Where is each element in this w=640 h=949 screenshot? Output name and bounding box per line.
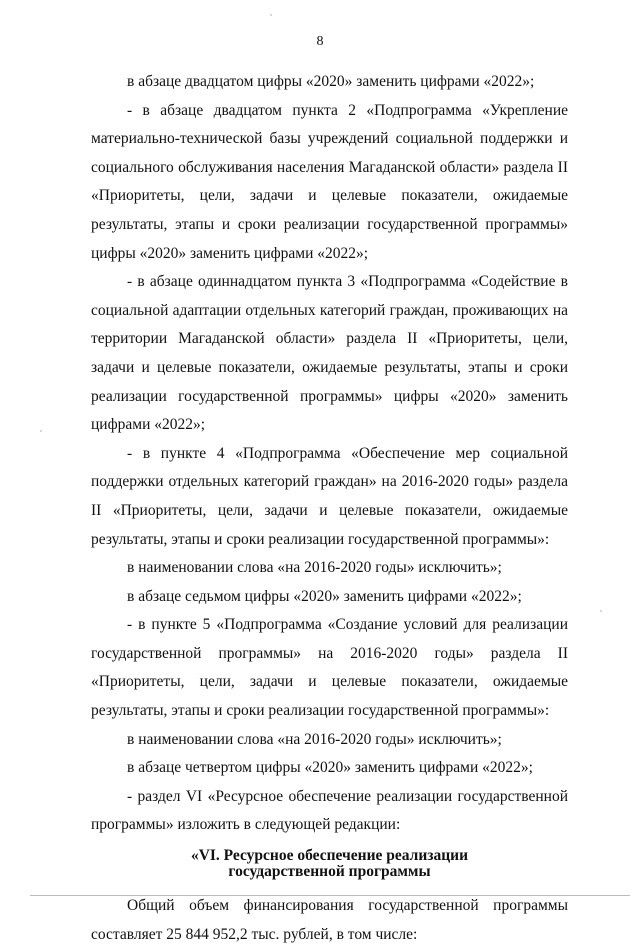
paragraph: в наименовании слова «на 2016-2020 годы» исключить»; bbox=[127, 559, 502, 577]
scan-speck bbox=[600, 610, 602, 612]
paragraph: в абзаце четвертом цифры «2020» заменить цифрами «2022»; bbox=[127, 759, 533, 777]
page-number: 8 bbox=[316, 34, 324, 49]
paragraph: в наименовании слова «на 2016-2020 годы» исключить»; bbox=[127, 730, 502, 748]
paragraph: - раздел VI «Ресурсное обеспечение реализации государственной программы» изложить в следующей редакции: bbox=[91, 787, 568, 834]
scan-speck bbox=[40, 430, 42, 432]
paragraph: - в пункте 4 «Подпрограмма «Обеспечение мер социальной поддержки отдельных категорий граждан» на 2016-2020 годы» раздела II «Приоритеты, цели, задачи и целевые показатели, ожидаемые результаты, этапы и сроки реализации государственной программы»: bbox=[91, 444, 568, 548]
document-body bbox=[91, 68, 568, 949]
paragraph: - в абзаце одиннадцатом пункта 3 «Подпрограмма «Содействие в социальной адаптации отдельных категорий граждан, проживающих на территории Магаданской области» раздела II «Приоритеты, цели, задачи и целевые показатели, ожидаемые результаты, этапы и сроки реализации государственной программы» цифры «2020» заменить цифрами «2022»; bbox=[91, 273, 568, 434]
paragraph: - в абзаце двадцатом пункта 2 «Подпрограмма «Укрепление материально-технической базы учреждений социальной поддержки и социального обслуживания населения Магаданской области» раздела II «Приоритеты, цели, задачи и целевые показатели, ожидаемые результаты, этапы и сроки реализации государственной программы» цифры «2020» заменить цифрами «2022»; bbox=[91, 101, 568, 262]
section-heading bbox=[91, 840, 568, 892]
scan-edge-line bbox=[30, 895, 630, 896]
final-paragraph: Общий объем финансирования государственной программы составляет 25 844 952,2 тыс. рублей, в том числе: bbox=[91, 897, 568, 943]
paragraph: в абзаце двадцатом цифры «2020» заменить цифрами «2022»; bbox=[127, 73, 535, 90]
paragraph: в абзаце седьмом цифры «2020» заменить цифрами «2022»; bbox=[127, 587, 522, 605]
section-heading-line-2: государственной программы bbox=[228, 863, 431, 881]
scan-speck bbox=[270, 14, 272, 16]
paragraph: - в пункте 5 «Подпрограмма «Создание условий для реализации государственной программы» на 2016-2020 годы» раздела II «Приоритеты, цели, задачи и целевые показатели, ожидаемые результаты, этапы и сроки реализации государственной программы»: bbox=[91, 616, 568, 720]
section-heading-line-1: «VI. Ресурсное обеспечение реализации bbox=[190, 847, 469, 865]
